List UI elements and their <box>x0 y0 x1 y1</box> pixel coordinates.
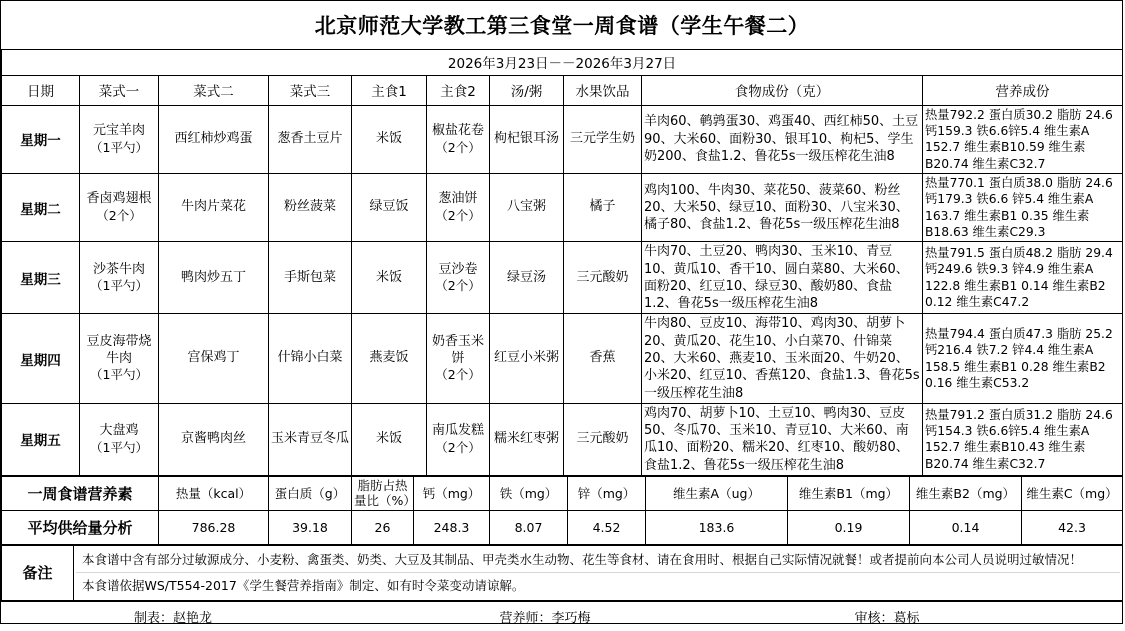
average-row-label: 平均供给量分析 <box>2 510 159 544</box>
summary-row-label: 一周食谱营养素 <box>2 476 159 510</box>
average-calcium: 248.3 <box>414 510 490 544</box>
staple2-portion: （2个） <box>435 367 481 383</box>
summary-header-vitamin-b2: 维生素B2（mg） <box>910 476 1022 510</box>
summary-header-iron: 铁（mg） <box>490 476 568 510</box>
dish2-cell <box>159 242 269 314</box>
column-header-dish1: 菜式一 <box>80 75 159 105</box>
average-energy: 786.28 <box>159 510 269 544</box>
date-range: 2026年3月23日－－2026年3月27日 <box>2 49 1123 75</box>
staple2-name: 豆沙卷 <box>438 261 478 277</box>
dish3-name: 葱香土豆片 <box>277 130 343 146</box>
staple2-cell <box>427 314 490 403</box>
staple1-name: 燕麦饭 <box>369 350 409 366</box>
staple2-name: 奶香玉米饼 <box>431 333 484 366</box>
dish3-cell <box>269 242 352 314</box>
dish3-cell <box>269 173 352 241</box>
dish1-name: 元宝羊肉 <box>92 122 145 138</box>
dish1-name: 豆皮海带烧牛肉 <box>86 333 152 366</box>
summary-header-protein: 蛋白质（g） <box>269 476 352 510</box>
fruit-drink-cell: 三元酸奶 <box>564 242 642 314</box>
average-vitamin-b2: 0.14 <box>910 510 1022 544</box>
soup-cell: 绿豆汤 <box>490 242 564 314</box>
staple1-cell <box>352 173 427 241</box>
average-zinc: 4.52 <box>568 510 646 544</box>
dish2-name: 鸭肉炒五丁 <box>180 269 246 285</box>
nutrition-cell: 热量791.5 蛋白质48.2 脂肪 29.4 钙249.6 铁9.3 锌4.9 维生素A 122.8 维生素B1 0.14 维生素B2 0.12 维生素C47.2 <box>923 242 1123 314</box>
day-label: 星期五 <box>2 403 80 475</box>
staple2-name: 葱油饼 <box>438 191 478 207</box>
footer-gap-3 <box>645 601 757 631</box>
table-row <box>2 403 1123 475</box>
staple2-name: 南瓜发糕 <box>431 423 484 439</box>
dish1-portion: （1平勺） <box>90 139 148 155</box>
table-row <box>2 173 1123 241</box>
nutrition-cell: 热量770.1 蛋白质38.0 脂肪 24.6钙179.3 铁6.6 锌5.4 维生素A 163.7 维生素B1 0.35 维生素B18.63 维生素C29.3 <box>923 173 1123 241</box>
staple1-cell <box>352 105 427 173</box>
summary-header-calcium: 钙（mg） <box>414 476 490 510</box>
average-vitamin-a: 183.6 <box>646 510 788 544</box>
column-header-date: 日期 <box>2 75 80 105</box>
dish3-cell <box>269 403 352 475</box>
menu-table <box>1 1 1123 476</box>
remark-row <box>2 545 1123 600</box>
staple2-portion: （2个） <box>435 207 481 223</box>
dish3-name: 粉丝菠菜 <box>283 199 336 215</box>
dish3-name: 手斯包菜 <box>283 269 336 285</box>
page-title: 北京师范大学教工第三食堂一周食谱（学生午餐二） <box>314 12 810 38</box>
title-row <box>2 1 1123 49</box>
remark-label: 备注 <box>2 545 74 600</box>
column-header-composition: 食物成份（克） <box>642 75 923 105</box>
summary-table <box>1 476 1123 545</box>
staple2-cell <box>427 242 490 314</box>
average-iron: 8.07 <box>490 510 568 544</box>
fruit-drink-cell: 香蕉 <box>564 314 642 403</box>
dish3-cell <box>269 314 352 403</box>
nutrition-cell: 热量791.2 蛋白质31.2 脂肪 24.6钙154.3 铁6.6锌5.4 维生素A 152.7 维生素B10.43 维生素B20.74 维生素C32.7 <box>923 403 1123 475</box>
dish1-cell <box>80 403 159 475</box>
table-row <box>2 242 1123 314</box>
average-vitamin-b1: 0.19 <box>788 510 910 544</box>
dish1-cell <box>80 105 159 173</box>
summary-header-vitamin-c: 维生素C（mg） <box>1022 476 1123 510</box>
remark-table <box>1 545 1123 601</box>
day-label: 星期四 <box>2 314 80 403</box>
footer-nutritionist: 营养师：李巧梅 <box>445 601 645 631</box>
dish2-cell <box>159 403 269 475</box>
average-fat-pct: 26 <box>352 510 414 544</box>
staple1-name: 绿豆饭 <box>369 199 409 215</box>
remark-line-standard: 本食谱依据WS/T554-2017《学生餐营养指南》制定、如有时令菜变动请谅解。 <box>82 577 525 593</box>
staple2-cell <box>427 173 490 241</box>
dish3-name: 什锦小白菜 <box>277 350 343 366</box>
staple1-cell <box>352 242 427 314</box>
day-label: 星期三 <box>2 242 80 314</box>
table-row <box>2 314 1123 403</box>
table-row <box>2 105 1123 173</box>
footer-spacer-right <box>957 601 1122 631</box>
soup-cell: 糯米红枣粥 <box>490 403 564 475</box>
dish2-cell <box>159 105 269 173</box>
nutrition-cell: 热量792.2 蛋白质30.2 脂肪 24.6钙159.3 铁6.6锌5.4 维生素A 152.7 维生素B10.59 维生素B20.74 维生素C32.7 <box>923 105 1123 173</box>
remark-line-allergen: 本食谱中含有部分过敏源成分、小麦粉、禽蛋类、奶类、大豆及其制品、甲壳类水生动物、花生等食材、请在食用时、根据自己实际情况就餐！或者提前向本公司人员说明过敏情况！ <box>76 547 1120 573</box>
dish2-name: 西红柿炒鸡蛋 <box>174 130 253 146</box>
staple1-cell <box>352 314 427 403</box>
remark-body <box>74 545 1123 600</box>
staple2-cell <box>427 105 490 173</box>
soup-cell: 枸杞银耳汤 <box>490 105 564 173</box>
staple1-cell <box>352 403 427 475</box>
dish2-name: 牛肉片菜花 <box>180 199 246 215</box>
dish1-name: 沙茶牛肉 <box>92 261 145 277</box>
summary-header-row <box>2 476 1123 510</box>
column-header-fruit-drink: 水果饮品 <box>564 75 642 105</box>
summary-header-fat-pct: 脂肪占热量比（%） <box>352 476 414 510</box>
column-header-dish3: 菜式三 <box>269 75 352 105</box>
fruit-drink-cell: 橘子 <box>564 173 642 241</box>
day-label: 星期一 <box>2 105 80 173</box>
composition-cell: 鸡肉70、胡萝卜10、土豆10、鸭肉30、豆皮50、冬瓜70、玉米10、青豆10、大米60、南瓜10、面粉20、糯米20、红枣10、酸奶80、食盐1.2、鲁花5s一级压榨花生油8 <box>642 403 923 475</box>
dish3-cell <box>269 105 352 173</box>
composition-cell: 牛肉70、土豆20、鸭肉30、玉米10、青豆10、黄瓜10、香干10、圆白菜80、大米60、面粉20、红豆10、绿豆30、酸奶80、食盐1.2、鲁花5s一级压榨花生油8 <box>642 242 923 314</box>
dish1-portion: （1平勺） <box>90 278 148 294</box>
staple2-name: 椒盐花卷 <box>431 122 484 138</box>
nutrition-cell: 热量794.4 蛋白质47.3 脂肪 25.2 钙216.4 铁7.2 锌4.4 维生素A 158.5 维生素B1 0.28 维生素B2 0.16 维生素C53.2 <box>923 314 1123 403</box>
staple1-name: 米饭 <box>375 269 402 285</box>
dish1-portion: （1平勺） <box>90 439 148 455</box>
footer-gap-4 <box>757 601 817 631</box>
date-range-row <box>2 49 1123 75</box>
staple1-name: 米饭 <box>375 130 402 146</box>
dish1-cell <box>80 173 159 241</box>
dish3-name: 玉米青豆冬瓜 <box>271 431 350 447</box>
dish1-cell <box>80 242 159 314</box>
summary-header-vitamin-b1: 维生素B1（mg） <box>788 476 910 510</box>
column-header-staple2: 主食2 <box>427 75 490 105</box>
fruit-drink-cell: 三元学生奶 <box>564 105 642 173</box>
footer-auditor: 审核：葛标 <box>817 601 957 631</box>
day-label: 星期二 <box>2 173 80 241</box>
dish2-name: 京酱鸭肉丝 <box>180 431 246 447</box>
fruit-drink-cell: 三元酸奶 <box>564 403 642 475</box>
composition-cell: 牛肉80、豆皮10、海带10、鸡肉30、胡萝卜20、黄瓜20、花生10、小白菜70、什锦菜20、大米60、燕麦10、玉米面20、牛奶20、小米20、红豆10、香蕉120、食盐1.3、鲁花5s一级压榨花生油8 <box>642 314 923 403</box>
composition-cell: 鸡肉100、牛肉30、菜花50、菠菜60、粉丝20、大米50、绿豆10、面粉30、八宝米30、橘子80、食盐1.2、鲁花5s一级压榨花生油8 <box>642 173 923 241</box>
composition-cell: 羊肉60、鹌鹑蛋30、鸡蛋40、西红柿50、土豆90、大米60、面粉30、银耳10、枸杞5、学生奶200、食盐1.2、鲁花5s一级压榨花生油8 <box>642 105 923 173</box>
average-protein: 39.18 <box>269 510 352 544</box>
dish1-name: 大盘鸡 <box>99 423 139 439</box>
dish1-cell <box>80 314 159 403</box>
staple2-portion: （2个） <box>435 139 481 155</box>
footer-maker: 制表：赵艳龙 <box>73 601 273 631</box>
footer-table <box>1 601 1122 631</box>
dish2-cell <box>159 173 269 241</box>
dish1-name: 香卤鸡翅根 <box>86 191 152 207</box>
dish2-cell <box>159 314 269 403</box>
staple2-portion: （2个） <box>435 278 481 294</box>
column-header-staple1: 主食1 <box>352 75 427 105</box>
dish2-name: 宫保鸡丁 <box>187 350 240 366</box>
staple1-name: 米饭 <box>375 431 402 447</box>
footer-row <box>1 601 1122 631</box>
average-vitamin-c: 42.3 <box>1022 510 1123 544</box>
summary-header-vitamin-a: 维生素A（ug） <box>646 476 788 510</box>
staple2-cell <box>427 403 490 475</box>
column-header-nutrition: 营养成份 <box>923 75 1123 105</box>
dish1-portion: （2个） <box>96 207 142 223</box>
soup-cell: 红豆小米粥 <box>490 314 564 403</box>
soup-cell: 八宝粥 <box>490 173 564 241</box>
column-header-row <box>2 75 1123 105</box>
summary-value-row <box>2 510 1123 544</box>
footer-gap-1 <box>273 601 385 631</box>
footer-gap-2 <box>385 601 445 631</box>
column-header-soup: 汤/粥 <box>490 75 564 105</box>
summary-header-zinc: 锌（mg） <box>568 476 646 510</box>
staple2-portion: （2个） <box>435 439 481 455</box>
column-header-dish2: 菜式二 <box>159 75 269 105</box>
dish1-portion: （1平勺） <box>90 367 148 383</box>
summary-header-energy: 热量（kcal） <box>159 476 269 510</box>
footer-spacer-left <box>1 601 73 631</box>
